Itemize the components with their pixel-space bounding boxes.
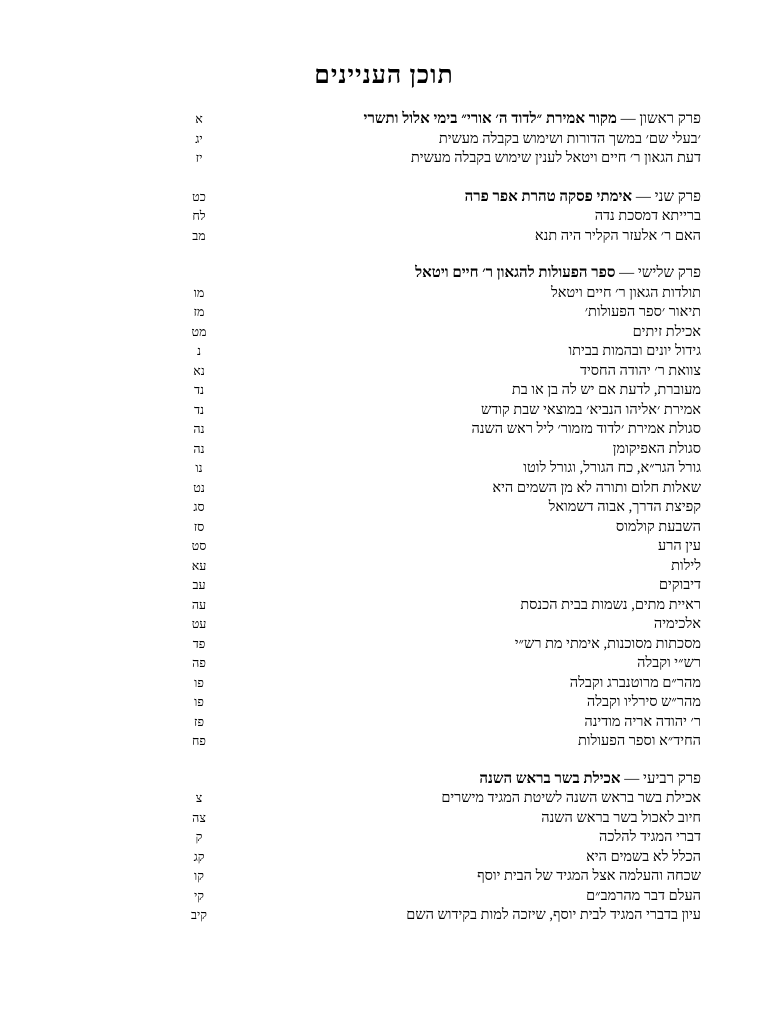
entry-text: תיאור ׳ספר הפעולות׳ <box>584 304 701 320</box>
page-number: נד <box>193 383 205 397</box>
page-number: קג <box>193 849 205 864</box>
entry-text: עין הרע <box>658 538 701 554</box>
page-title: תוכן העניינים <box>314 62 454 89</box>
page-number: פה <box>192 656 206 670</box>
entry-text: החיד״א וספר הפעולות <box>577 733 701 749</box>
entry-text: תולדות הגאון ר׳ חיים ויטאל <box>550 284 701 301</box>
page-number: עה <box>191 597 207 612</box>
entry-text: העלם דבר מהרמב״ם <box>586 887 701 904</box>
page-number: יג <box>195 131 203 146</box>
entry-text: חיוב לאכול בשר בראש השנה <box>541 809 701 826</box>
entry-text: אכילת זיתים <box>632 323 701 340</box>
entry-text: רש״י וקבלה <box>637 655 701 671</box>
page-number: עא <box>191 558 207 573</box>
page-number: נו <box>195 461 203 475</box>
toc-entry <box>0 479 768 499</box>
chapter-1 <box>0 110 768 169</box>
page-number: קיב <box>191 908 207 922</box>
entry-text: סגולת האפיקומן <box>612 440 701 457</box>
chapter-heading <box>0 264 768 284</box>
page-number: צה <box>192 810 206 825</box>
entry-text: מהר״ם מרוטנברג וקבלה <box>569 674 701 691</box>
page-number: צ <box>195 791 203 805</box>
toc-entry <box>0 303 768 323</box>
toc-entry <box>0 674 768 694</box>
page-number: פז <box>193 714 205 729</box>
page-number: מז <box>193 305 205 319</box>
page-number: נד <box>193 402 205 417</box>
page-number: פח <box>192 734 206 748</box>
entry-text: לילות <box>671 557 701 574</box>
page-number: מב <box>192 228 206 243</box>
chapter-3 <box>0 264 768 752</box>
toc-entry <box>0 789 768 809</box>
entry-text: אמירת ׳אליהו הנביא׳ במוצאי שבת קודש <box>481 401 701 418</box>
toc-entry <box>0 381 768 401</box>
entry-text: שאלות חלום ותורה לא מן השמים היא <box>492 479 701 496</box>
toc-entry <box>0 149 768 169</box>
chapter-name: מקור אמירת ״לדוד ה׳ אורי״ בימי אלול ותשרי <box>363 111 617 127</box>
chapter-name: אכילת בשר בראש השנה <box>479 770 621 787</box>
entry-text: סגולת אמירת ׳לדוד מזמור׳ ליל ראש השנה <box>471 421 701 437</box>
toc-entry <box>0 537 768 557</box>
page-number: ק <box>195 830 203 844</box>
page-number: נה <box>193 441 205 456</box>
chapter-name: ספר הפעולות להגאון ר׳ חיים ויטאל <box>415 265 616 281</box>
toc-entry <box>0 615 768 635</box>
page-number: פו <box>194 695 204 709</box>
entry-text: מעוברת, לדעת אם יש לה בן או בת <box>511 382 701 398</box>
toc-entry <box>0 401 768 421</box>
toc-entry <box>0 596 768 616</box>
chapter-prefix: פרק שלישי — <box>615 265 701 281</box>
page-number: כט <box>192 189 206 204</box>
toc-entry <box>0 693 768 713</box>
page-number: נ <box>196 344 202 358</box>
toc-entry <box>0 518 768 538</box>
page-number: סג <box>193 500 205 514</box>
page-number: סט <box>191 539 207 553</box>
page-number: יז <box>195 151 203 165</box>
toc-entry <box>0 342 768 362</box>
toc-entry <box>0 635 768 655</box>
toc-entry <box>0 809 768 829</box>
page-number: קי <box>194 888 204 903</box>
entry-text: ברייתא דמסכת נדה <box>594 208 701 224</box>
entry-text: הכלל לא בשמים היא <box>586 848 701 865</box>
toc-entry <box>0 713 768 733</box>
chapter-prefix: פרק שני — <box>632 188 701 205</box>
toc-entry <box>0 420 768 440</box>
toc-entry <box>0 654 768 674</box>
toc-entry <box>0 828 768 848</box>
toc-entry <box>0 207 768 227</box>
page-number: נה <box>193 422 205 436</box>
entry-text: גורל הגר״א, כח הגורל, וגורל לוטו <box>523 460 701 476</box>
entry-text: צוואת ר׳ יהודה החסיד <box>579 362 701 379</box>
page-number: סז <box>193 519 205 534</box>
page-number: מו <box>193 285 205 300</box>
toc-entry <box>0 867 768 887</box>
toc-entry <box>0 498 768 518</box>
entry-text: קפיצת הדרך, אבוה דשמואל <box>548 499 701 515</box>
entry-text: גידול יונים ובהמות בביתו <box>568 343 701 359</box>
page-number: פו <box>194 675 204 690</box>
entry-text: ר׳ יהודה אריה מודינה <box>584 713 701 730</box>
entry-text: אכילת בשר בראש השנה לשיטת המגיד מישרים <box>441 790 701 806</box>
toc-entry <box>0 130 768 150</box>
entry-text: דעת הגאון ר׳ חיים ויטאל לענין שימוש בקבלה מעשית <box>410 150 701 166</box>
page-number: לח <box>192 209 206 223</box>
entry-text: מסכתות מסוכנות, אימתי מת רש״י <box>514 635 701 652</box>
entry-text: האם ר׳ אלעזר הקליר היה תנא <box>534 227 701 244</box>
page-number: א <box>195 112 203 126</box>
toc-entry <box>0 732 768 752</box>
toc-entry <box>0 440 768 460</box>
page-number: עט <box>191 617 207 631</box>
page-number: מט <box>191 324 207 339</box>
entry-text: ראיית מתים, נשמות בבית הכנסת <box>520 596 701 613</box>
page-number: עב <box>192 578 206 592</box>
page-number: נא <box>193 363 205 378</box>
chapter-heading <box>0 188 768 208</box>
entry-text: דברי המגיד להלכה <box>599 829 701 845</box>
chapter-name: אימתי פסקה טהרת אפר פרה <box>464 188 633 205</box>
page-number: פד <box>192 636 206 651</box>
chapter-prefix: פרק רביעי — <box>620 770 701 787</box>
chapter-2 <box>0 188 768 247</box>
toc-entry <box>0 576 768 596</box>
entry-text: דיבוקים <box>658 577 701 593</box>
page-number: קו <box>194 869 204 883</box>
toc-entry <box>0 848 768 868</box>
entry-text: אלכימיה <box>653 616 701 632</box>
page-number: נט <box>193 480 205 495</box>
entry-text: שכחה והעלמה אצל המגיד של הבית יוסף <box>477 868 701 884</box>
toc-entry <box>0 362 768 382</box>
chapter-4 <box>0 770 768 926</box>
toc-entry <box>0 323 768 343</box>
entry-text: ׳בעלי שם׳ במשך הדורות ושימוש בקבלה מעשית <box>438 130 701 147</box>
toc-entry <box>0 557 768 577</box>
table-of-contents <box>0 110 768 926</box>
toc-entry <box>0 887 768 907</box>
toc-entry <box>0 459 768 479</box>
toc-entry <box>0 906 768 926</box>
chapter-heading <box>0 110 768 130</box>
chapter-prefix: פרק ראשון — <box>616 111 701 127</box>
entry-text: מהר״ש סירליו וקבלה <box>586 694 701 710</box>
chapter-heading <box>0 770 768 790</box>
entry-text: עיון בדברי המגיד לבית יוסף, שיזכה למות בקידוש השם <box>406 907 701 923</box>
entry-text: השבעת קולמוס <box>615 518 701 535</box>
toc-entry <box>0 227 768 247</box>
toc-entry <box>0 284 768 304</box>
